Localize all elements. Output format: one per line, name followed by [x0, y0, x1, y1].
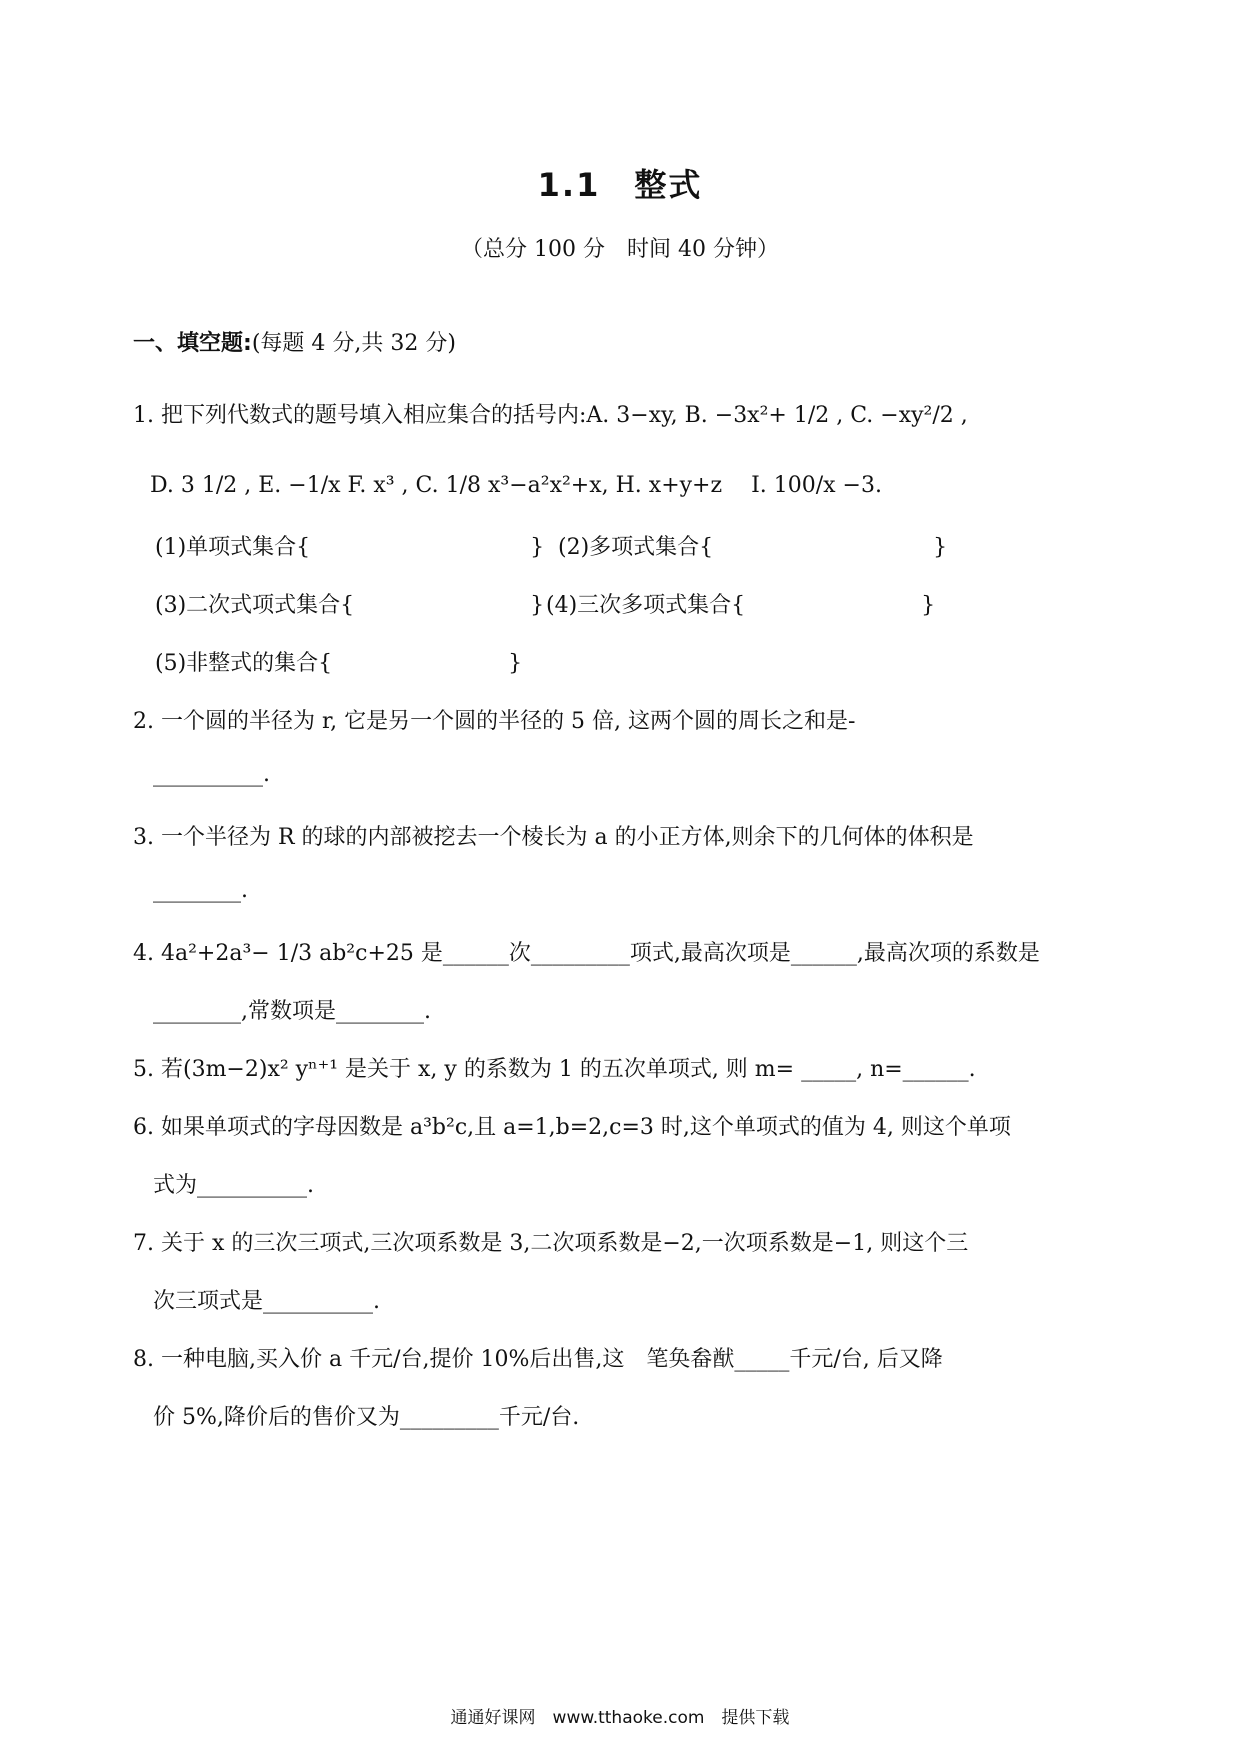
- question-5-line-1: 5. 若(3m−2)x² yⁿ⁺¹ 是关于 x, y 的系数为 1 的五次单项式, 则 m= _____, n=______.: [133, 1057, 976, 1082]
- question-6-line-1: 6. 如果单项式的字母因数是 a³b²c,且 a=1,b=2,c=3 时,这个单项式的值为 4, 则这个单项: [133, 1115, 1011, 1140]
- question-4-line-1: 4. 4a²+2a³− 1/3 ab²c+25 是______次_________项式,最高次项是______,最高次项的系数是: [133, 941, 1040, 966]
- question-8-line-1: 8. 一种电脑,买入价 a 千元/台,提价 10%后出售,这 笔奂畚猷_____千元/台, 后又降: [133, 1347, 943, 1372]
- question-1-line-2: D. 3 1/2 , E. −1/x F. x³ , C. 1/8 x³−a²x²+x, H. x+y+z I. 100/x −3.: [150, 473, 882, 498]
- question-1-set-4: (4)三次多项式集合{ }: [546, 593, 936, 618]
- question-7-line-2: 次三项式是__________.: [153, 1289, 380, 1314]
- question-1-set-3: (3)二次式项式集合{ }: [155, 593, 545, 618]
- question-1-set-2: (2)多项式集合{ }: [558, 535, 948, 560]
- question-3-line-1: 3. 一个半径为 R 的球的内部被挖去一个棱长为 a 的小正方体,则余下的几何体的体积是: [133, 825, 974, 850]
- question-4-line-2: ________,常数项是________.: [153, 999, 431, 1024]
- question-3-line-2: ________.: [153, 878, 248, 903]
- page-subtitle: （总分 100 分 时间 40 分钟）: [461, 237, 779, 262]
- question-1-line-1: 1. 把下列代数式的题号填入相应集合的括号内:A. 3−xy, B. −3x²+ 1/2 , C. −xy²/2 ,: [133, 403, 968, 428]
- section-heading: [133, 326, 456, 357]
- question-1-set-1: (1)单项式集合{ }: [155, 535, 545, 560]
- section-heading-note: (每题 4 分,共 32 分): [251, 331, 456, 356]
- question-8-line-2: 价 5%,降价后的售价又为_________千元/台.: [153, 1405, 580, 1430]
- question-2-line-1: 2. 一个圆的半径为 r, 它是另一个圆的半径的 5 倍, 这两个圆的周长之和是-: [133, 709, 856, 734]
- section-heading-label: 一、填空题:: [133, 331, 252, 356]
- question-2-line-2: __________.: [153, 762, 270, 787]
- page-title: 1.1 整式: [537, 166, 703, 204]
- question-6-line-2: 式为__________.: [153, 1173, 314, 1198]
- question-1-set-5: (5)非整式的集合{ }: [155, 651, 523, 676]
- page-footer: 通通好课网 www.tthaoke.com 提供下载: [450, 1708, 790, 1728]
- question-7-line-1: 7. 关于 x 的三次三项式,三次项系数是 3,二次项系数是−2,一次项系数是−1, 则这个三: [133, 1231, 969, 1256]
